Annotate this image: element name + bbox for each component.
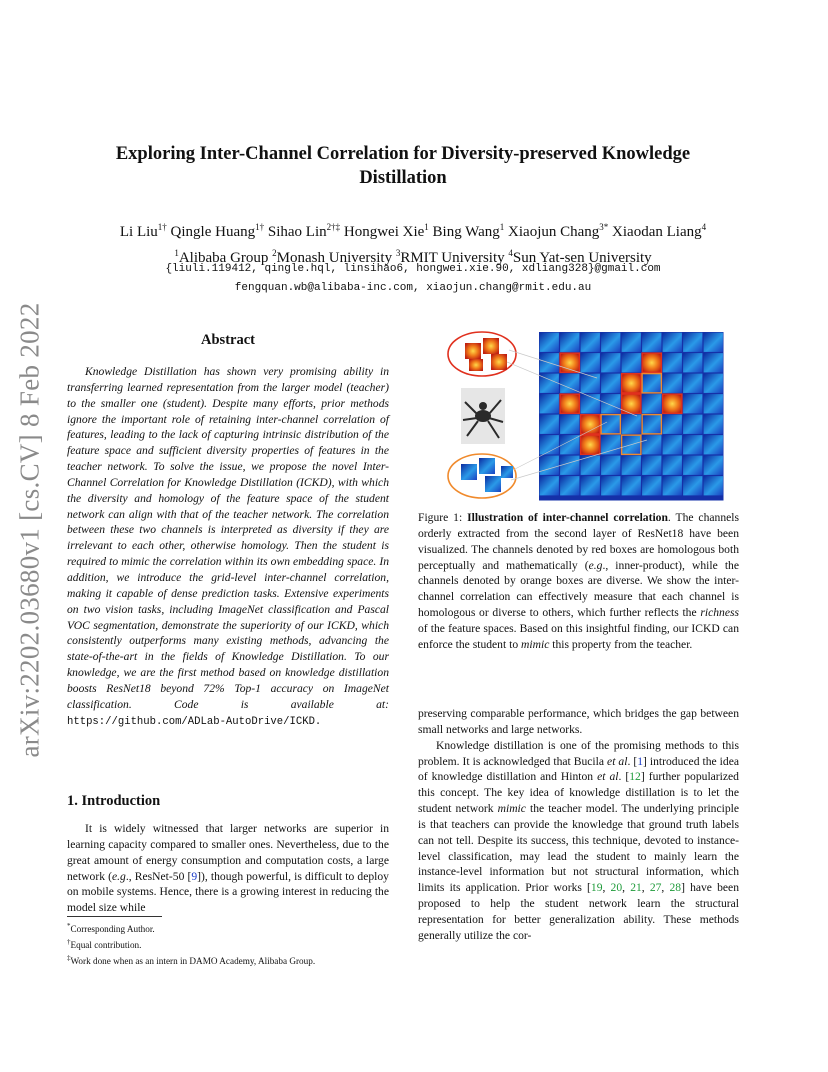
channel-map	[683, 415, 702, 434]
channel-map	[622, 353, 641, 372]
footnote: *Corresponding Author.	[67, 922, 155, 935]
channel-thumbnail	[469, 359, 483, 371]
channel-map	[581, 435, 600, 454]
channel-map	[642, 374, 661, 393]
channel-map	[581, 333, 600, 352]
author: Hongwei Xie$^1$	[343, 222, 429, 240]
channel-map	[540, 476, 559, 495]
channel-map	[581, 415, 600, 434]
channel-map	[704, 415, 723, 434]
channel-map	[581, 374, 600, 393]
channel-map	[642, 435, 661, 454]
channel-map	[704, 456, 723, 475]
channel-map	[683, 353, 702, 372]
author-list	[60, 217, 766, 243]
channel-grid	[539, 332, 724, 501]
abstract-text: Knowledge Distillation has shown very promising ability in transferring learned representation from the larger model (teacher) to the smaller one (student). Despite many efforts, prior methods ignore the important role of retaining inter-channel correlation of features, leading to the lack of capturing intrinsic distribution of the feature space and sufficient diversity properties of features in the teacher network. To solve the issue, we propose the novel Inter-Channel Correlation for Knowledge Distillation (ICKD), with which the diversity and homology of the feature space of the student network can align with that of the teacher network. The correlation between these two channels is interpreted as diversity if they are irrelevant to each other, otherwise homology. Then the student is required to mimic the correlation within its own embedding space. In addition, we introduce the grid-level inter-channel correlation, making it capable of dense prediction tasks. Extensive experiments on two vision tasks, including ImageNet classification and Pascal VOC segmentation, demonstrate the superiority of our ICKD, which consistently outperforms many existing methods, advancing the state-of-the-art in the fields of Knowledge Distillation. To our knowledge, we are the first method based on knowledge distillation boosts ResNet18 beyond 72% Top-1 accuracy on ImageNet classification. Code is available at:	[67, 365, 389, 711]
citation-link[interactable]: 20	[610, 881, 623, 895]
footnote: †Equal contribution.	[67, 938, 142, 951]
channel-map	[683, 394, 702, 413]
channel-map	[683, 333, 702, 352]
channel-map	[663, 476, 682, 495]
right-column-body	[418, 706, 739, 944]
arxiv-id: arXiv:2202.03680v1 [cs.CV] 8 Feb 2022	[14, 301, 45, 758]
channel-map	[601, 394, 620, 413]
channel-map	[642, 353, 661, 372]
citation-link[interactable]: 19	[590, 881, 603, 895]
channel-map	[683, 456, 702, 475]
author: Qingle Huang$^{1\dagger}$	[170, 222, 265, 240]
channel-thumbnail	[465, 343, 481, 359]
section-heading-introduction: 1. Introduction	[67, 793, 161, 809]
citation-link[interactable]: 1	[637, 754, 644, 768]
channel-map	[601, 333, 620, 352]
channel-map	[704, 476, 723, 495]
author: Xiaodan Liang$^4$	[612, 222, 707, 240]
channel-map	[663, 353, 682, 372]
citation-link[interactable]: 28	[669, 881, 682, 895]
channel-map	[601, 435, 620, 454]
affiliation: $^1$Alibaba Group	[174, 248, 269, 266]
code-link[interactable]: https://github.com/ADLab-AutoDrive/ICKD.	[67, 715, 322, 728]
email-line: fengquan.wb@alibaba-inc.com, xiaojun.chang@rmit.edu.au	[234, 282, 592, 294]
channel-map	[601, 476, 620, 495]
footnote-rule	[67, 916, 162, 917]
channel-map	[683, 476, 702, 495]
author: Li Liu$^{1\dagger}$	[119, 222, 167, 240]
channel-map	[560, 333, 579, 352]
channel-map	[540, 456, 559, 475]
figure-caption: Figure 1: Illustration of inter-channel correlation. The channels orderly extracted from the second layer of ResNet18 have been visualized. The channels denoted by red boxes are homologous both perceptually and mathematically (e.g., inner-product), while the channels denoted by orange boxes are diverse. We show the inter-channel correlation can effectively measure that each channel is homologous or diverse to others, which further reflects the richness of the feature spaces. Based on this insightful finding, our ICKD can enforce the student to mimic this property from the teacher.	[418, 511, 739, 651]
channel-map	[642, 415, 661, 434]
author: Xiaojun Chang$^{3*}$	[508, 222, 609, 240]
channel-map	[704, 394, 723, 413]
channel-map	[642, 333, 661, 352]
author: Bing Wang$^1$	[432, 222, 505, 240]
channel-map	[581, 476, 600, 495]
email-line: {liuli.119412, qingle.hql, linsihao6, hongwei.xie.90, xdliang328}@gmail.com	[165, 263, 661, 275]
footnote: ‡Work done when as an intern in DAMO Academy, Alibaba Group.	[67, 954, 316, 967]
channel-map	[663, 415, 682, 434]
channel-map	[601, 415, 620, 434]
channel-map	[560, 476, 579, 495]
email-block	[60, 260, 766, 298]
affiliation: $^4$Sun Yat-sen University	[508, 248, 652, 266]
introduction-paragraph: It is widely witnessed that larger networks are superior in learning capacity compared to smaller ones. Nevertheless, due to the great amount of energy consumption and computation costs, a large network (e.g., ResNet-50 [9]), though powerful, is difficult to deploy on mobile systems. Hence, there is a growing interest in reducing the model size while	[67, 822, 389, 915]
figure-1	[447, 330, 739, 502]
channel-thumbnail	[483, 338, 499, 354]
channel-map	[663, 333, 682, 352]
paragraph: preserving comparable performance, which bridges the gap between small networks and large networks.	[418, 707, 739, 736]
channel-map	[560, 394, 579, 413]
channel-map	[601, 374, 620, 393]
channel-map	[622, 476, 641, 495]
channel-map	[704, 333, 723, 352]
channel-map	[560, 374, 579, 393]
channel-map	[622, 333, 641, 352]
channel-map	[704, 435, 723, 454]
channel-map	[622, 456, 641, 475]
citation-link[interactable]: 21	[630, 881, 642, 895]
footnotes	[67, 916, 389, 968]
affiliation: $^2$Monash University	[272, 248, 393, 266]
channel-thumbnail	[491, 354, 507, 370]
paragraph: Knowledge distillation is one of the promising methods to this problem. It is acknowledged that Bucila et al. [1] introduced the idea of knowledge distillation and Hinton et al. [12] further popularized this concept. The key idea of knowledge distillation is to let the student network mimic the teacher model. The underlying principle is that teachers can provide the knowledge that ground truth labels can not tell. Despite its success, this technique, devoted to instance-level classification, may lead the student to mainly learn the instance-level information but not structural information, which limits its application. Prior works [19, 20, 21, 27, 28] have been proposed to help the student network learn the structural representation for better generalization ability. These methods generally utilize the cor-	[418, 738, 739, 942]
channel-map	[642, 456, 661, 475]
channel-map	[683, 374, 702, 393]
paper-title: Exploring Inter-Channel Correlation for Diversity-preserved Knowledge Distillation	[115, 144, 691, 188]
citation-link[interactable]: 9	[191, 869, 198, 883]
channel-map	[540, 333, 559, 352]
arxiv-stamp	[10, 292, 50, 767]
channel-map	[581, 394, 600, 413]
channel-thumbnail	[501, 466, 513, 478]
citation-link[interactable]: 12	[629, 770, 641, 784]
channel-map	[560, 415, 579, 434]
channel-map	[622, 415, 641, 434]
channel-thumbnail	[479, 458, 495, 474]
citation-link[interactable]: 27	[649, 881, 662, 895]
channel-map	[663, 456, 682, 475]
channel-map	[581, 353, 600, 372]
spider-image	[461, 388, 505, 444]
author: Sihao Lin$^{2\dagger\ddagger}$	[267, 222, 341, 240]
channel-map	[704, 374, 723, 393]
channel-map	[642, 394, 661, 413]
channel-map	[540, 415, 559, 434]
channel-map	[663, 394, 682, 413]
channel-map	[704, 353, 723, 372]
channel-thumbnail	[485, 476, 501, 492]
channel-map	[601, 353, 620, 372]
channel-map	[663, 374, 682, 393]
channel-map	[622, 374, 641, 393]
affiliation: $^3$RMIT University	[395, 248, 505, 266]
channel-map	[642, 476, 661, 495]
abstract-body	[67, 364, 389, 730]
channel-map	[683, 435, 702, 454]
channel-thumbnail	[461, 464, 477, 480]
channel-map	[560, 456, 579, 475]
channel-map	[540, 394, 559, 413]
channel-map	[601, 456, 620, 475]
abstract-heading: Abstract	[201, 332, 255, 348]
channel-map	[663, 435, 682, 454]
